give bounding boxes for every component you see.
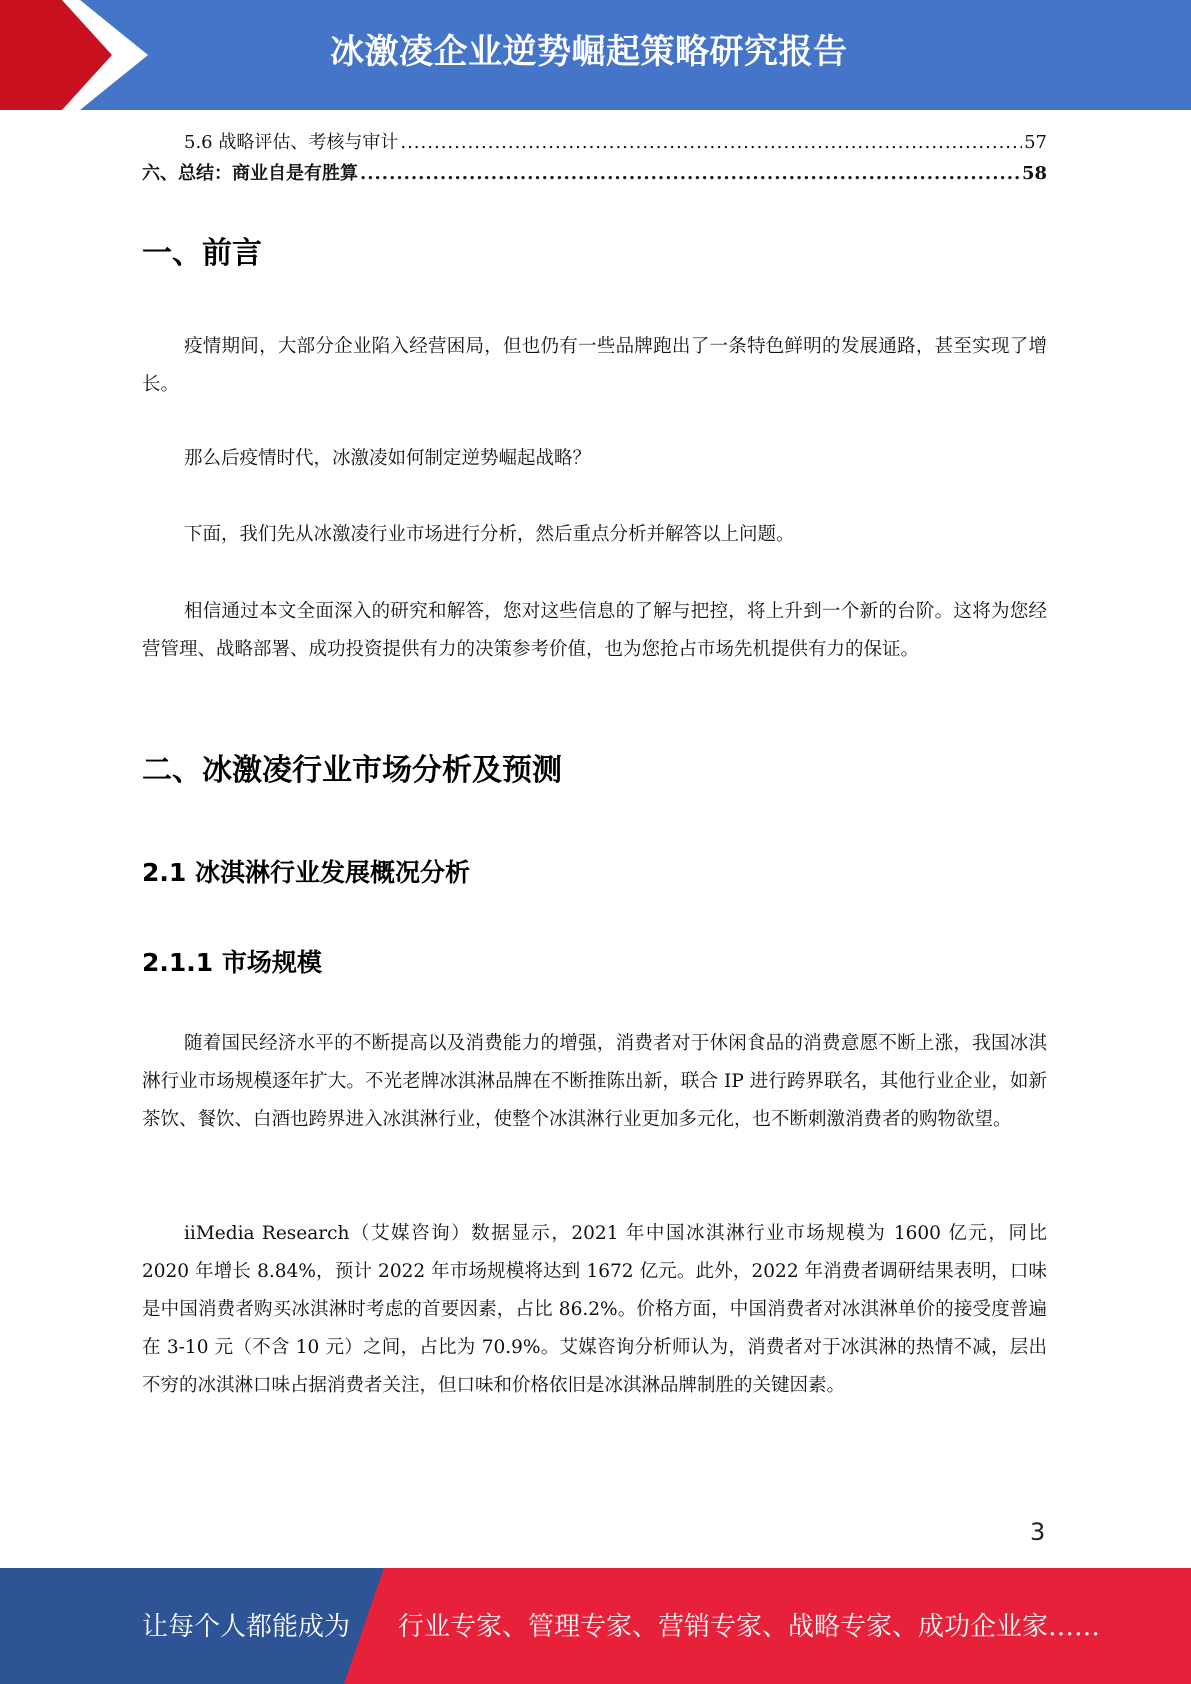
paragraph: 疫情期间，大部分企业陷入经营困局，但也仍有一些品牌跑出了一条特色鲜明的发展通路，甚至实现了增长。: [142, 336, 1047, 395]
paragraph: 下面，我们先从冰激凌行业市场进行分析，然后重点分析并解答以上问题。: [184, 524, 795, 545]
toc-entry[interactable]: [142, 130, 1047, 156]
section-heading-preface: 一、前言: [142, 236, 262, 271]
section-heading-market: 二、冰激凌行业市场分析及预测: [142, 753, 562, 788]
toc-entry-page: 57: [1024, 132, 1047, 153]
page-number: 3: [1030, 1518, 1046, 1546]
header-arrow-decoration: [0, 0, 160, 110]
paragraph: 那么后疫情时代，冰激凌如何制定逆势崛起战略？: [184, 448, 592, 469]
toc-entry-label: 六、总结：商业自是有胜算: [142, 163, 358, 184]
toc-entry-label: 5.6 战略评估、考核与审计: [184, 132, 399, 153]
report-title: 冰激凌企业逆势崛起策略研究报告: [330, 32, 848, 72]
toc-leader-dots: [360, 161, 1020, 187]
footer-banner: [0, 1568, 1191, 1684]
footer-slogan-right: 行业专家、管理专家、营销专家、战略专家、成功企业家……: [398, 1612, 1101, 1642]
toc-entry[interactable]: [142, 161, 1047, 187]
toc-entry-page: 58: [1021, 163, 1047, 184]
footer-slogan-left: 让每个人都能成为: [142, 1612, 351, 1642]
paragraph: 随着国民经济水平的不断提高以及消费能力的增强，消费者对于休闲食品的消费意愿不断上涨，我国冰淇淋行业市场规模逐年扩大。不光老牌冰淇淋品牌在不断推陈出新，联合 IP 进行跨界联名，其他行业企业，如新茶饮、餐饮、白酒也跨界进入冰淇淋行业，使整个冰淇淋行业更加多元化，也不断刺激消费者的购物欲望。: [142, 1033, 1047, 1130]
header-banner: [0, 0, 1191, 110]
subsection-heading: 2.1.1 市场规模: [142, 948, 322, 977]
paragraph: 相信通过本文全面深入的研究和解答，您对这些信息的了解与把控，将上升到一个新的台阶。这将为您经营管理、战略部署、成功投资提供有力的决策参考价值，也为您抢占市场先机提供有力的保证。: [142, 601, 1047, 660]
toc-leader-dots: [400, 130, 1022, 156]
subsection-heading: 2.1 冰淇淋行业发展概况分析: [142, 858, 470, 887]
paragraph: iiMedia Research（艾媒咨询）数据显示，2021 年中国冰淇淋行业市场规模为 1600 亿元，同比 2020 年增长 8.84%，预计 2022 年市场规模将达到 1672 亿元。此外，2022 年消费者调研结果表明，口味是中国消费者购买冰淇淋时考虑的首要因素，占比 86.2%。价格方面，中国消费者对冰淇淋单价的接受度普遍在 3-10 元（不含 10 元）之间，占比为 70.9%。艾媒咨询分析师认为，消费者对于冰淇淋的热情不减，层出不穷的冰淇淋口味占据消费者关注，但口味和价格依旧是冰淇淋品牌制胜的关键因素。: [142, 1223, 1047, 1396]
